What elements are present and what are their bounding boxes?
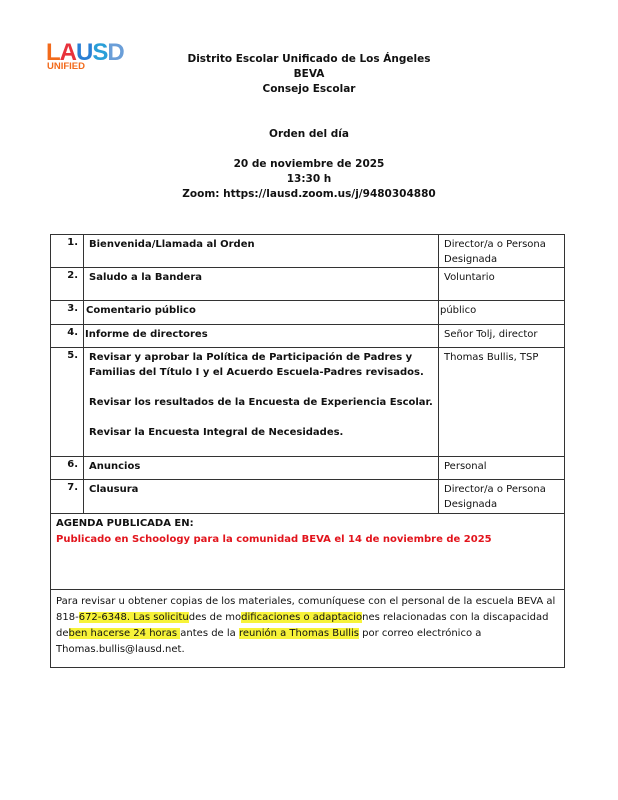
item-number: 3. [51, 301, 84, 325]
item-title [84, 348, 439, 457]
item-number: 6. [51, 457, 84, 480]
posted-cell [51, 514, 565, 590]
meeting-info [0, 157, 618, 202]
agenda-row [51, 325, 565, 348]
meeting-date: 20 de noviembre de 2025 [233, 158, 385, 170]
item-title: Bienvenida/Llamada al Orden [84, 235, 439, 268]
posted-label: AGENDA PUBLICADA EN: [56, 518, 194, 529]
item-presenter: Director/a o Persona Designada [439, 480, 565, 514]
item-number: 7. [51, 480, 84, 514]
item-presenter: público [439, 301, 565, 325]
zoom-link[interactable]: Zoom: https://lausd.zoom.us/j/9480304880 [182, 188, 436, 200]
item-title-line: Revisar y aprobar la Política de Participación de Padres y Familias del Título I y el Acuerdo Escuela-Padres revisados. [89, 352, 424, 378]
item-title-line: Revisar la Encuesta Integral de Necesidades. [89, 427, 344, 438]
posted-row [51, 514, 565, 590]
agenda-table [50, 234, 565, 668]
agenda-title: Orden del día [269, 128, 349, 140]
posted-text: Publicado en Schoology para la comunidad BEVA el 14 de noviembre de 2025 [56, 534, 492, 545]
item-title: Comentario público [84, 301, 439, 325]
item-presenter: Director/a o Persona Designada [439, 235, 565, 268]
item-presenter: Thomas Bullis, TSP [439, 348, 565, 457]
council-name: Consejo Escolar [262, 83, 356, 95]
item-number: 5. [51, 348, 84, 457]
item-number: 4. [51, 325, 84, 348]
item-title: Anuncios [84, 457, 439, 480]
logo-unified: UNIFIED [47, 61, 85, 72]
document-header [0, 52, 618, 97]
notice-cell [51, 590, 565, 668]
agenda-row [51, 301, 565, 325]
meeting-time: 13:30 h [286, 173, 332, 185]
agenda-row [51, 268, 565, 301]
item-presenter: Voluntario [439, 268, 565, 301]
notice-row [51, 590, 565, 668]
agenda-row [51, 457, 565, 480]
item-presenter: Señor Tolj, director [439, 325, 565, 348]
item-title: Saludo a la Bandera [84, 268, 439, 301]
school-name: BEVA [293, 68, 325, 80]
item-title: Informe de directores [84, 325, 439, 348]
agenda-row [51, 235, 565, 268]
item-presenter: Personal [439, 457, 565, 480]
item-number: 2. [51, 268, 84, 301]
agenda-row [51, 348, 565, 457]
logo-wordmark: LAUSD [46, 39, 124, 66]
item-title: Clausura [84, 480, 439, 514]
item-title-line: Revisar los resultados de la Encuesta de Experiencia Escolar. [89, 397, 433, 408]
item-number: 1. [51, 235, 84, 268]
accessibility-notice: Para revisar u obtener copias de los materiales, comuníquese con el personal de la escuela BEVA al 818-672-6348. Las solicitudes de modificaciones o adaptaciones relacionadas con la discapacidad deben hacerse 24 horas antes de la reunión a Thomas Bullis por correo electrónico a Thomas.bullis@lausd.net. [56, 596, 556, 655]
district-name: Distrito Escolar Unificado de Los Ángeles [187, 53, 431, 65]
agenda-row [51, 480, 565, 514]
